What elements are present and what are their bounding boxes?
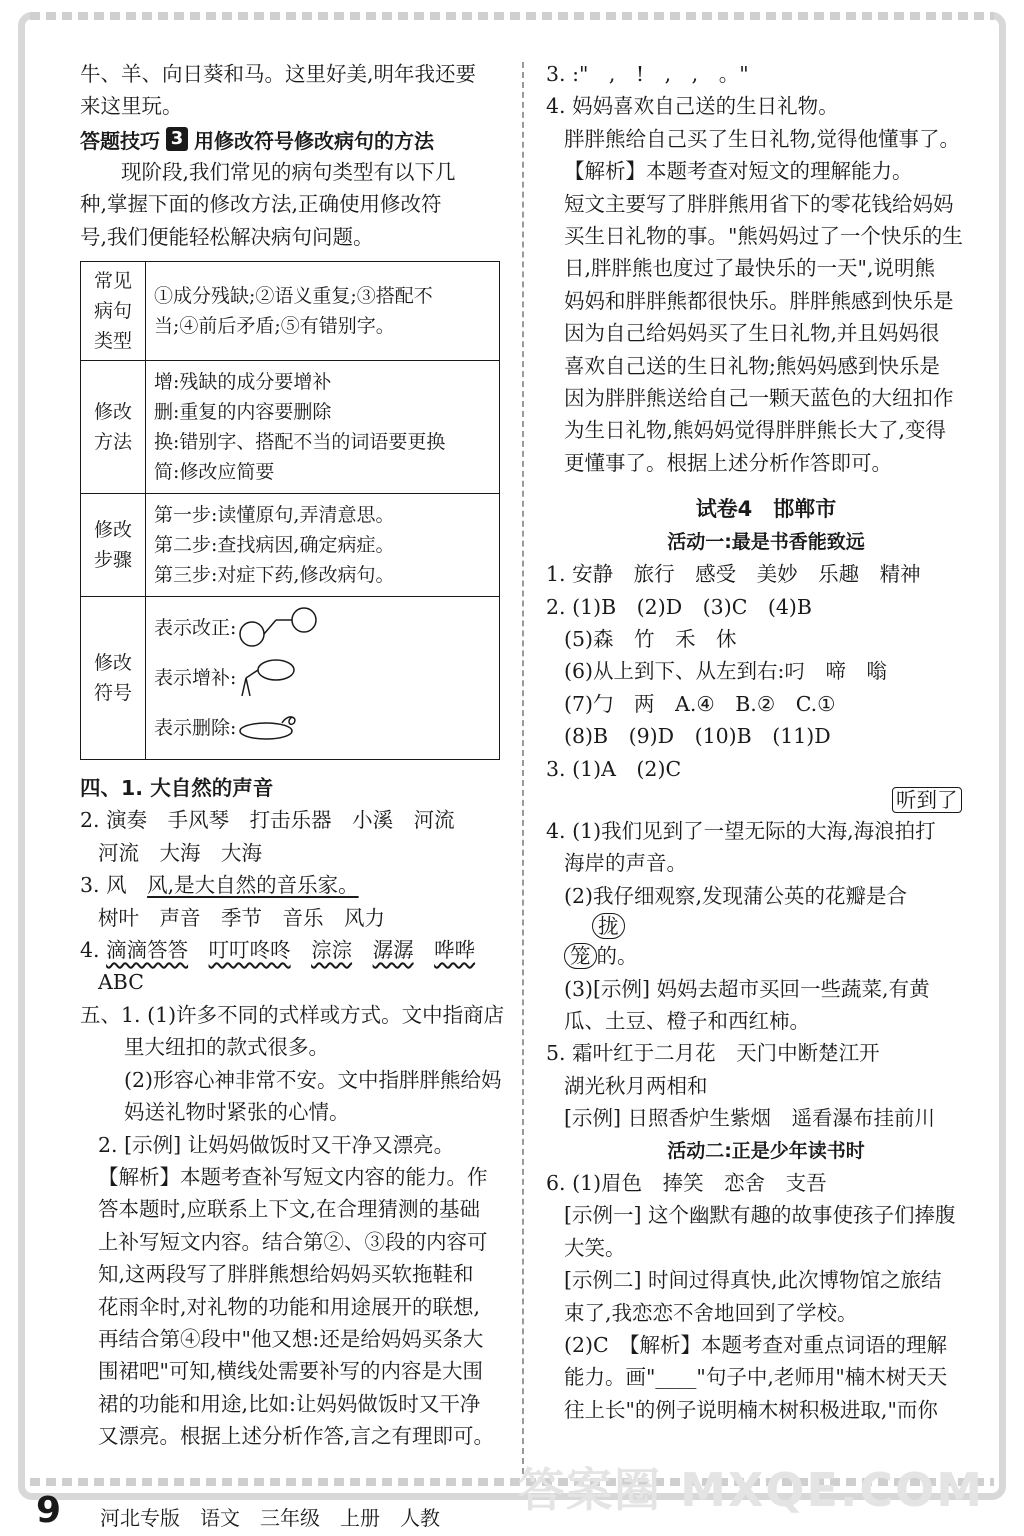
footer-info: 河北专版 语文 三年级 上册 人教 [100,1506,440,1530]
s5-line: (2)形容心神非常不安。文中指胖胖熊给妈 [124,1067,502,1092]
s4-q3a: 3. 风 风,是大自然的音乐家。 [80,873,359,898]
q5-line: 湖光秋月两相和 [564,1073,708,1098]
table-row [81,262,500,361]
intro-line-1: 牛、羊、向日葵和马。这里好美,明年我还要 [80,62,477,86]
page-number: 9 [36,1490,62,1531]
s4-q4-answer: ABC [98,970,144,995]
r-top-line: 妈妈和胖胖熊都很快乐。胖胖熊感到快乐是 [564,288,954,313]
s5-line: 里大纽扣的款式很多。 [124,1035,329,1060]
act1-line: (7)勹 两 A.④ B.② C.① [564,691,836,716]
r-top-line: 胖胖熊给自己买了生日礼物,觉得他懂事了。 [564,126,961,151]
activity-1-title: 活动一:最是书香能致远 [667,530,865,553]
s4-q2a: 2. 演奏 手风琴 打击乐器 小溪 河流 [80,808,455,833]
row-key-methods: 修改 方法 [81,361,146,494]
row-val-methods: 增:残缺的成分要增补 删:重复的内容要删除 换:错别字、搭配不当的词语要更换 简:修改应简要 [146,361,500,494]
q4-line-4: 笼 的。 [546,940,986,972]
left-column [80,58,505,1453]
s5-line: 再结合第④段中"他又想:还是给妈妈买条大 [98,1326,484,1351]
q4-fix-row [546,912,986,940]
q4-line-3: (2)我仔细观察,发现蒲公英的花瓣是合 [564,883,908,908]
row-val-steps: 第一步:读懂原句,弄清意思。 第二步:查找病因,确定病症。 第三步:对症下药,修改病句。 [146,494,500,597]
activity-2-title: 活动二:正是少年读书时 [667,1139,865,1162]
watermark: 答案圈 MXQE.COM [518,1463,984,1517]
s4-q2b: 河流 大海 大海 [98,840,262,865]
r-top-line: 喜欢自己送的生日礼物;熊妈妈感到快乐是 [564,353,940,378]
r-top-line: 短文主要写了胖胖熊用省下的零花钱给妈妈 [564,191,954,216]
q6-line: [示例一] 这个幽默有趣的故事使孩子们捧腹 [564,1203,956,1228]
q4-line-2: 海岸的声音。 [564,851,687,876]
r-top-line: 日,胖胖熊也度过了最快乐的一天",说明熊 [564,256,935,281]
q5-line: [示例] 日照香炉生紫烟 遥看瀑布挂前川 [564,1106,936,1131]
row-key-steps: 修改 步骤 [81,494,146,597]
row-val-types: ①成分残缺;②语义重复;③搭配不 当;④前后矛盾;⑤有错别字。 [146,262,500,361]
deletion-mark-icon [236,713,306,743]
row-key-types: 常见 病句 类型 [81,262,146,361]
s5-line: 裙的功能和用途,比如:让妈妈做饭时又干净 [98,1391,481,1416]
s5-line: 又漂亮。根据上述分析作答,言之有理即可。 [98,1424,495,1449]
s5-line: 【解析】本题考查补写短文内容的能力。作 [98,1164,488,1189]
s4-q1: 四、1. 大自然的声音 [80,776,274,801]
s5-line: 知,这两段写了胖胖熊想给妈妈买软拖鞋和 [98,1262,474,1287]
q6-line: 束了,我恋恋不舍地回到了学校。 [564,1300,858,1325]
insertion-mark-icon [236,656,316,700]
tip-para-2: 种,掌握下面的修改方法,正确使用修改符 [80,192,442,217]
symbol-delete: 表示删除: [154,703,491,753]
q6-line: 往上长"的例子说明楠木树积极进取,"而你 [564,1397,938,1422]
column-divider [522,62,524,1474]
row-key-symbols: 修改 符号 [81,597,146,760]
s5-line: 上补写短文内容。结合第②、③段的内容可 [98,1229,488,1254]
table-row [81,597,500,760]
symbol-insert: 表示增补: [154,653,491,703]
r-top-line: 为生日礼物,熊妈妈觉得胖胖熊长大了,变得 [564,418,947,443]
symbol-correct: 表示改正: [154,603,491,653]
corrected-char: 拢 [592,913,625,939]
tip-number: 3 [166,127,188,151]
top-wave-border [30,12,994,20]
r-top-line: 【解析】本题考查对短文的理解能力。 [564,159,913,184]
r-top-line: 4. 妈妈喜欢自己送的生日礼物。 [546,94,839,119]
act1-line: (6)从上到下、从左到右:叼 啼 嗡 [564,659,887,684]
inserted-word: 听到了 [892,787,962,813]
row-val-symbols [146,597,500,760]
s5-line: 花雨伞时,对礼物的功能和用途展开的联想, [98,1294,481,1319]
intro-line-2: 来这里玩。 [80,94,183,119]
tip-heading [80,125,500,154]
act1-line: 3. (1)A (2)C [546,756,682,781]
s5-line: 五、1. (1)许多不同的式样或方式。文中指商店 [80,1002,505,1027]
q4-line-1: 4. (1)我们见到了一望无际的大海,海浪拍打 [546,818,936,843]
q4-line-6: 瓜、土豆、橙子和西红柿。 [564,1008,810,1033]
r-top-line: 3. :" , ! , , 。" [546,62,749,86]
correction-mark-icon [236,606,326,650]
tip-label: 答题技巧 [80,128,160,153]
q6-line: 能力。画"____"句子中,老师用"楠木树天天 [564,1365,948,1390]
q6-line: 大笑。 [564,1235,626,1260]
act1-line: 1. 安静 旅行 感受 美妙 乐趣 精神 [546,562,921,587]
s5-line: 妈送礼物时紧张的心情。 [124,1100,350,1125]
act1-line: (5)森 竹 禾 休 [564,626,737,651]
s5-line: 围裙吧"可知,横线处需要补写的内容是大围 [98,1359,483,1384]
r-top-line: 因为自己给妈妈买了生日礼物,并且妈妈很 [564,321,940,346]
wrong-char: 笼 [564,943,597,969]
tip-para-3: 号,我们便能轻松解决病句问题。 [80,224,374,249]
s4-q4: 4. 滴滴答答 叮叮咚咚 淙淙 潺潺 哗哗 [80,938,476,963]
q6-line: (2)C 【解析】本题考查对重点词语的理解 [564,1333,947,1358]
right-column [546,58,986,1426]
underlined-answer: 风,是大自然的音乐家。 [147,873,359,898]
q5-line: 5. 霜叶红于二月花 天门中断楚江开 [546,1041,880,1066]
act1-line: 2. (1)B (2)D (3)C (4)B [546,594,812,619]
q6-line: 6. (1)眉色 捧笑 恋舍 支吾 [546,1171,827,1195]
paper-title: 试卷4 邯郸市 [695,497,837,522]
s5-line: 答本题时,应联系上下文,在合理猜测的基础 [98,1197,481,1222]
r-top-line: 更懂事了。根据上述分析作答即可。 [564,450,892,475]
table-row [81,494,500,597]
q4-line-5: (3)[示例] 妈妈去超市买回一些蔬菜,有黄 [564,976,930,1001]
methods-table [80,261,500,760]
tip-title: 用修改符号修改病句的方法 [194,128,434,153]
s4-q3b: 树叶 声音 季节 音乐 风力 [98,905,385,930]
act1-line: (8)B (9)D (10)B (11)D [564,724,831,749]
insert-mark-row [546,785,986,815]
r-top-line: 因为胖胖熊送给自己一颗天蓝色的大纽扣作 [564,386,954,411]
s5-line: 2. [示例] 让妈妈做饭时又干净又漂亮。 [98,1132,455,1157]
r-top-line: 买生日礼物的事。"熊妈妈过了一个快乐的生 [564,224,963,249]
table-row [81,361,500,494]
tip-para-1: 现阶段,我们常见的病句类型有以下几 [121,159,456,184]
q6-line: [示例二] 时间过得真快,此次博物馆之旅结 [564,1268,942,1293]
